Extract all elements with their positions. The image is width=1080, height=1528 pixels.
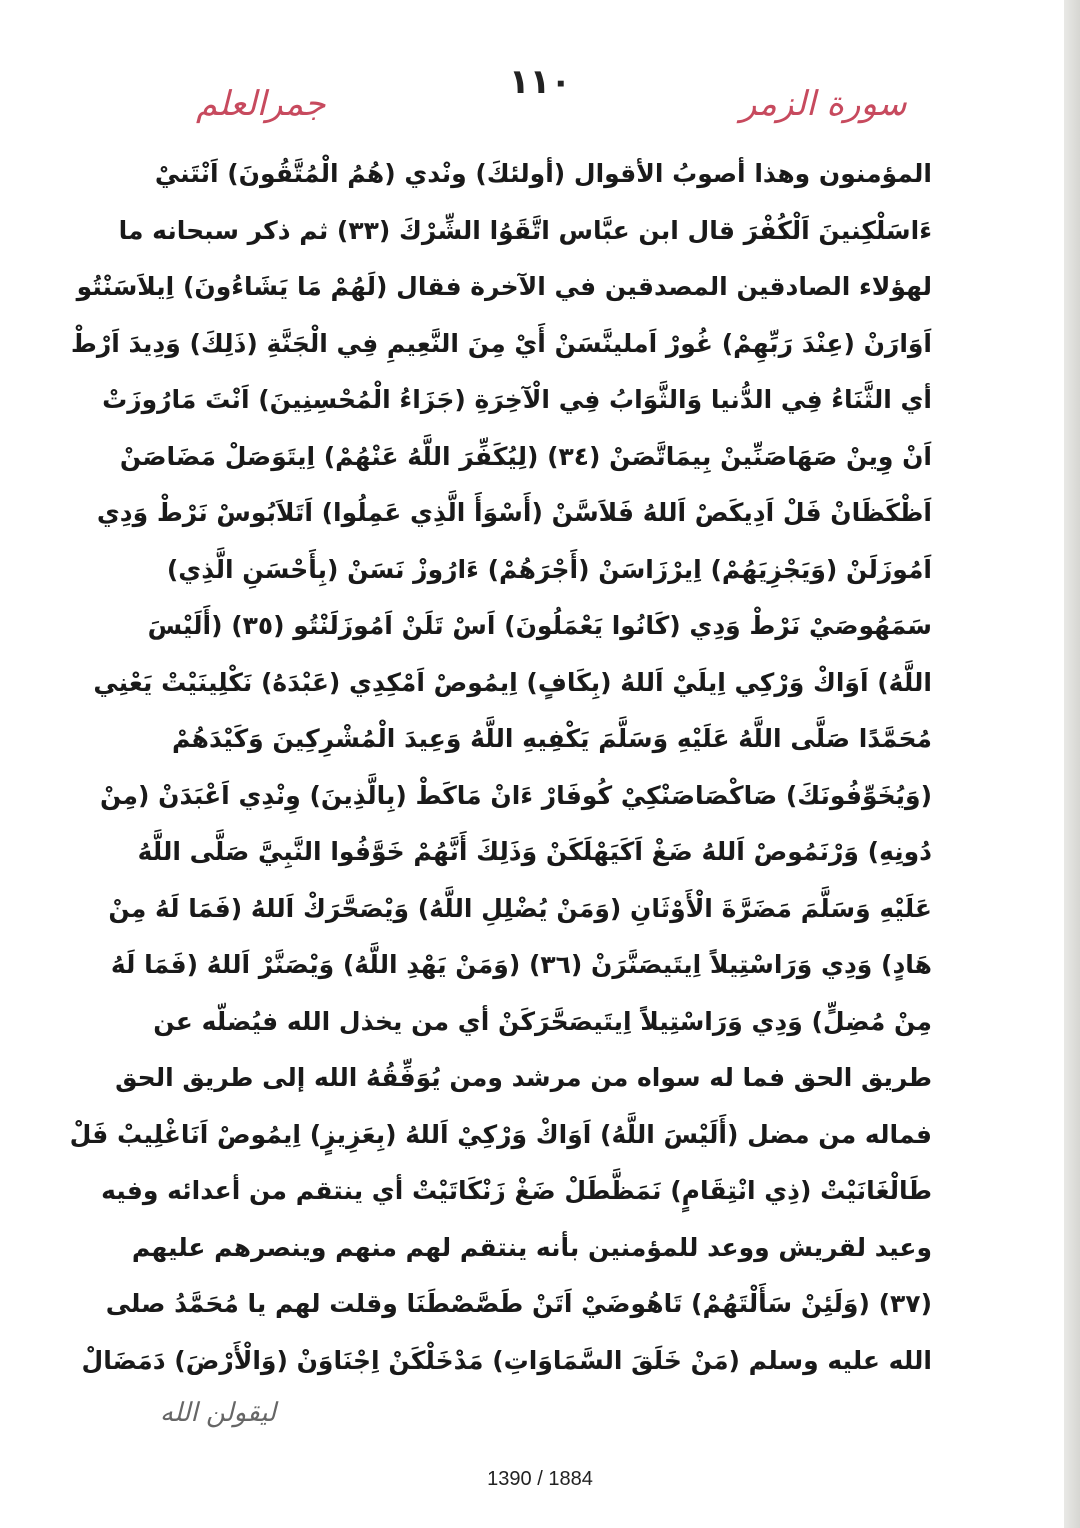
text-line: الله عليه وسلم (مَنْ خَلَقَ السَّمَاوَاتِ) مَدْخَلْكَنْ اِجْنَاوَنْ (وَالْأَرْضَ) دَمَضَالْ <box>81 1345 932 1375</box>
text-line: مُحَمَّدًا صَلَّى اللَّهُ عَلَيْهِ وَسَلَّمَ يَكْفِيهِ اللَّهُ وَعِيدَ الْمُشْرِكِينَ وَكَيْدَهُمْ <box>172 724 932 753</box>
folio-counter: 1390 / 1884 <box>487 1468 593 1490</box>
text-line: اَوَارَنْ (عِنْدَ رَبِّهِمْ) غُورْ اَملينَّسَنْ أَيْ مِنَ النَّعِيمِ فِي الْجَنَّةِ (ذَلِكَ) وَدِيدَ اَرْطْ <box>70 328 932 358</box>
text-line: اَمُوزَلَنْ (وَيَجْزِيَهُمْ) اِيرْزَاسَنْ (أَجْرَهُمْ) ءَارُوزْ نَسَنْ (بِأَحْسَنِ الَّذِي) <box>166 554 932 584</box>
handwritten-note-left: جمرالعلم <box>196 84 326 124</box>
text-line: (وَيُخَوِّفُونَكَ) صَاكْصَاصَنْكِيْ كُوفَارْ ءَانْ مَاكَطْ (بِالَّذِينَ) وِنْدِي اَعْبَدَنْ (مِنْ <box>100 780 932 810</box>
text-line: اَظْكَظَانْ فَلْ اَدِيكَصْ اَللهُ فَلاَسَّنْ (أَسْوَأَ الَّذِي عَمِلُوا) اَتَلاَبُوسْ نَرْطْ وَدِي <box>96 498 932 527</box>
text-line: طريق الحق فما له سواه من مرشد ومن يُوَفِّقُهُ الله إلى طريق الحق <box>115 1063 932 1092</box>
handwritten-surah-title: سورة الزمر <box>740 84 907 124</box>
text-line: مِنْ مُضِلٍّ) وَدِي وَرَاسْتِيلاً اِيتَيصَحَّرَكَنْ أي من يخذل الله فيُضلّه عن <box>153 1006 932 1036</box>
main-text-block <box>69 146 932 1389</box>
text-line: المؤمنون وهذا أصوبُ الأقوال (أولئكَ) ونْدي (هُمُ الْمُتَّقُونَ) اَنْتَنيْ <box>154 159 932 188</box>
text-line: اَنْ وِينْ صَهَاصَنِّينْ بِيمَاتَّصَنْ (٣٤) (لِيُكَفِّرَ اللَّهُ عَنْهُمْ) اِيتَوَصَلْ مَضَاصَنْ <box>119 441 932 471</box>
text-line: طَالْغَانَيْتْ (ذِي انْتِقَامٍ) نَمَظَّطَلْ ضَغْ زَنْكَاتَيْتْ أي ينتقم من أعدائه وفيه <box>101 1176 932 1205</box>
text-line: سَمَهُوصَيْ نَرْطْ وَدِي (كَانُوا يَعْمَلُونَ) اَسْ تَلَنْ اَمُوزَلَنْتُو (٣٥) (أَلَيْسَ <box>147 611 932 640</box>
text-line: وعيد لقريش ووعد للمؤمنين بأنه ينتقم لهم منهم وينصرهم عليهم <box>131 1232 932 1262</box>
text-line: عَلَيْهِ وَسَلَّمَ مَضَرَّةَ الْأَوْثَانِ (وَمَنْ يُضْلِلِ اللَّهُ) وَيْصَحَّرَكْ اَللهُ (فَمَا لَهُ مِنْ <box>108 893 932 923</box>
text-line: لهؤلاء الصادقين المصدقين في الآخرة فقال (لَهُمْ مَا يَشَاءُونَ) اِيلاَسَنْتُو <box>76 272 932 301</box>
text-line: ءَاسَلْكِنينَ اَلْكُفْرَ قال ابن عبَّاس اتَّقَوُا الشِّرْكَ (٣٣) ثم ذكر سبحانه ما <box>118 215 932 245</box>
text-line: أي الثَّنَاءُ فِي الدُّنيا وَالثَّوَابُ فِي الْآخِرَةِ (جَزَاءُ الْمُحْسِنِينَ) اَنْتَ مَارُوزَتْ <box>102 385 932 414</box>
text-line: فماله من مضل (أَلَيْسَ اللَّهُ) اَوَاكْ وَرْكِيْ اَللهُ (بِعَزِيزٍ) اِيمُوصْ اَنَاغْلِيبْ فَلْ <box>69 1119 932 1149</box>
text-line: دُونِهِ) وَرْنَمُوصْ اَللهُ ضَغْ اَكَيَهْلَكَنْ وَذَلِكَ أَنَّهُمْ خَوَّفُوا النَّبِيَّ صَلَّى اللَّهُ <box>137 837 932 866</box>
text-line: (٣٧) (وَلَئِنْ سَأَلْتَهُمْ) تَاهُوضَيْ اَتَنْ طَصَّصْطَنَا وقلت لهم يا مُحَمَّدُ صلى <box>105 1289 932 1318</box>
text-line: اللَّهُ) اَوَاكْ وَرْكِي اِيلَيْ اَللهُ (بِكَافٍ) اِيمُوصْ اَمْكِدِي (عَبْدَهُ) نَكْلِينَيْتْ يَعْنِي <box>93 667 932 697</box>
catchword: ليقولن الله <box>160 1398 277 1428</box>
text-line: هَادٍ) وَدِي وَرَاسْتِيلاً اِيتَيصَنَّرَنْ (٣٦) (وَمَنْ يَهْدِ اللَّهُ) وَيْصَنَّرْ اَللهُ (فَمَا لَهُ <box>110 950 932 979</box>
page-number: ١١٠ <box>508 62 572 102</box>
page-edge <box>1064 0 1080 1528</box>
